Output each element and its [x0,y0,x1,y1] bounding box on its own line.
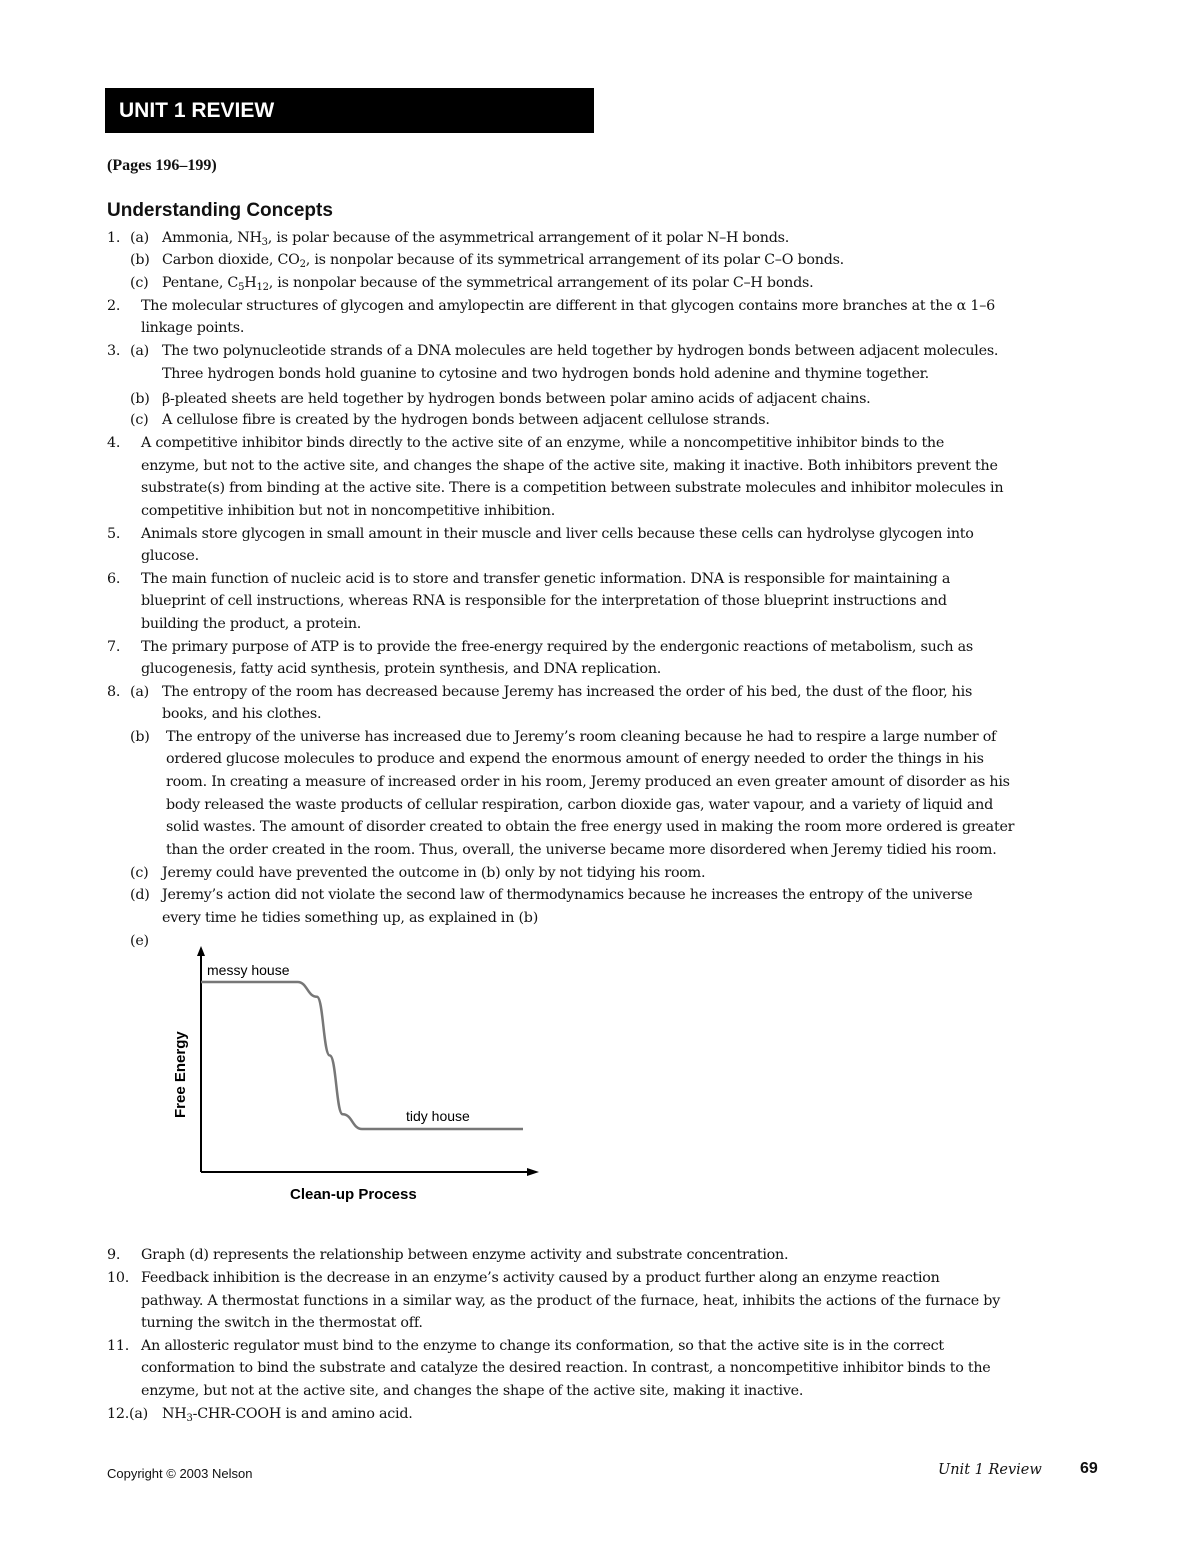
answer-line: substrate(s) from binding at the active site. There is a competition between substrate molecules and inhibitor molecules in [141,480,1004,496]
question-number: 7. [107,639,121,655]
question-number: 3. [107,343,121,359]
answer-line: The entropy of the room has decreased because Jeremy has increased the order of his bed, the dust of the floor, his [162,684,973,700]
copyright-notice: Copyright © 2003 Nelson [107,1466,253,1481]
answer-line: Ammonia, $NH_3$, is polar because of the asymmetrical arrangement of it polar N–H bonds. [162,230,789,248]
answer-line: Carbon dioxide, $CO_2$, is nonpolar because of its symmetrical arrangement of its polar C–O bonds. [162,252,844,270]
part-label: (b) [130,252,150,268]
part-label: (c) [130,865,149,881]
answer-line: Feedback inhibition is the decrease in an enzyme’s activity caused by a product further along an enzyme reaction [141,1270,940,1286]
question-number: 12.(a) [107,1406,148,1422]
tidy-house-label: tidy house [406,1108,470,1124]
answer-line: The two polynucleotide strands of a DNA molecules are held together by hydrogen bonds between adjacent molecules. [162,343,999,359]
y-axis-label: Free Energy [172,1031,189,1118]
part-label: (d) [130,887,150,903]
part-label: (e) [130,933,149,949]
answer-line: conformation to bind the substrate and catalyze the desired reaction. In contrast, a noncompetitive inhibitor binds to the [141,1360,991,1376]
answer-line: Jeremy could have prevented the outcome in (b) only by not tidying his room. [162,865,706,881]
answer-line: turning the switch in the thermostat off. [141,1315,423,1331]
answer-line: Graph (d) represents the relationship between enzyme activity and substrate concentration. [141,1247,789,1263]
answer-line: glucogenesis, fatty acid synthesis, protein synthesis, and DNA replication. [141,661,662,677]
answer-line: solid wastes. The amount of disorder created to obtain the free energy used in making the room more ordered is greater [166,819,1015,835]
x-axis-label: Clean-up Process [290,1186,417,1203]
answer-line: A competitive inhibitor binds directly to the active site of an enzyme, while a noncompetitive inhibitor binds to the [141,435,945,451]
section-heading: Understanding Concepts [107,200,333,221]
answer-line: every time he tidies something up, as explained in (b) [162,910,539,926]
answer-line: The entropy of the universe has increased due to Jeremy’s room cleaning because he had to respire a large number of [166,729,997,745]
part-label: (a) [130,684,149,700]
question-number: 2. [107,298,121,314]
answer-line: linkage points. [141,320,245,336]
answer-line: blueprint of cell instructions, whereas RNA is responsible for the interpretation of those blueprint instructions and [141,593,947,609]
free-energy-curve [201,982,523,1129]
answer-line: Jeremy’s action did not violate the second law of thermodynamics because he increases the entropy of the universe [162,887,973,903]
answer-line: Three hydrogen bonds hold guanine to cytosine and two hydrogen bonds hold adenine and thymine together. [162,366,929,382]
answer-line: The main function of nucleic acid is to store and transfer genetic information. DNA is responsible for maintaining a [141,571,951,587]
unit-review-banner: UNIT 1 REVIEW [105,88,594,133]
free-energy-graph [165,940,545,1210]
part-label: (c) [130,412,149,428]
question-number: 4. [107,435,121,451]
answer-line: An allosteric regulator must bind to the enzyme to change its conformation, so that the active site is in the correct [141,1338,944,1354]
answer-line: A cellulose fibre is created by the hydrogen bonds between adjacent cellulose strands. [162,412,770,428]
answer-line: books, and his clothes. [162,706,322,722]
answer-line: Animals store glycogen in small amount in their muscle and liver cells because these cells can hydrolyse glycogen into [141,526,974,542]
answer-line: building the product, a protein. [141,616,362,632]
answer-line: enzyme, but not to the active site, and changes the shape of the active site, making it inactive. Both inhibitors prevent the [141,458,998,474]
page-range: (Pages 196–199) [107,157,217,174]
answer-line: enzyme, but not at the active site, and changes the shape of the active site, making it inactive. [141,1383,804,1399]
part-label: (b) [130,391,150,407]
part-label: (b) [130,729,150,745]
question-number: 8. [107,684,121,700]
question-number: 9. [107,1247,121,1263]
answer-line: competitive inhibition but not in noncompetitive inhibition. [141,503,556,519]
answer-line: than the order created in the room. Thus, overall, the universe became more disordered when Jeremy tidied his room. [166,842,997,858]
answer-line: body released the waste products of cellular respiration, carbon dioxide gas, water vapour, and a variety of liquid and [166,797,994,813]
answer-line: room. In creating a measure of increased order in his room, Jeremy produced an even greater amount of disorder as his [166,774,1010,790]
x-axis-arrow [527,1168,539,1176]
question-number: 6. [107,571,121,587]
answer-line: $NH_3-CHR$-COOH is and amino acid. [162,1406,413,1424]
answer-line: pathway. A thermostat functions in a similar way, as the product of the furnace, heat, inhibits the actions of the furnace by [141,1293,1001,1309]
page-number: 69 [1080,1460,1098,1477]
answer-line: ordered glucose molecules to produce and expend the enormous amount of energy needed to order the things in his [166,751,984,767]
part-label: (a) [130,343,149,359]
question-number: 5. [107,526,121,542]
answer-line: Pentane, $C_5H_{12}$, is nonpolar because of the symmetrical arrangement of its polar C–H bonds. [162,275,814,293]
part-label: (c) [130,275,149,291]
unit-title-footer: Unit 1 Review [938,1462,1042,1478]
question-number: 11. [107,1338,129,1354]
answer-line: glucose. [141,548,199,564]
y-axis-arrow [197,946,205,956]
answer-line: β-pleated sheets are held together by hydrogen bonds between polar amino acids of adjacent chains. [162,391,871,407]
part-label: (a) [130,230,149,246]
question-number: 10. [107,1270,129,1286]
messy-house-label: messy house [207,962,290,978]
answer-line: The molecular structures of glycogen and amylopectin are different in that glycogen contains more branches at the α 1–6 [141,298,995,314]
question-number: 1. [107,230,121,246]
answer-line: The primary purpose of ATP is to provide the free-energy required by the endergonic reactions of metabolism, such as [141,639,973,655]
